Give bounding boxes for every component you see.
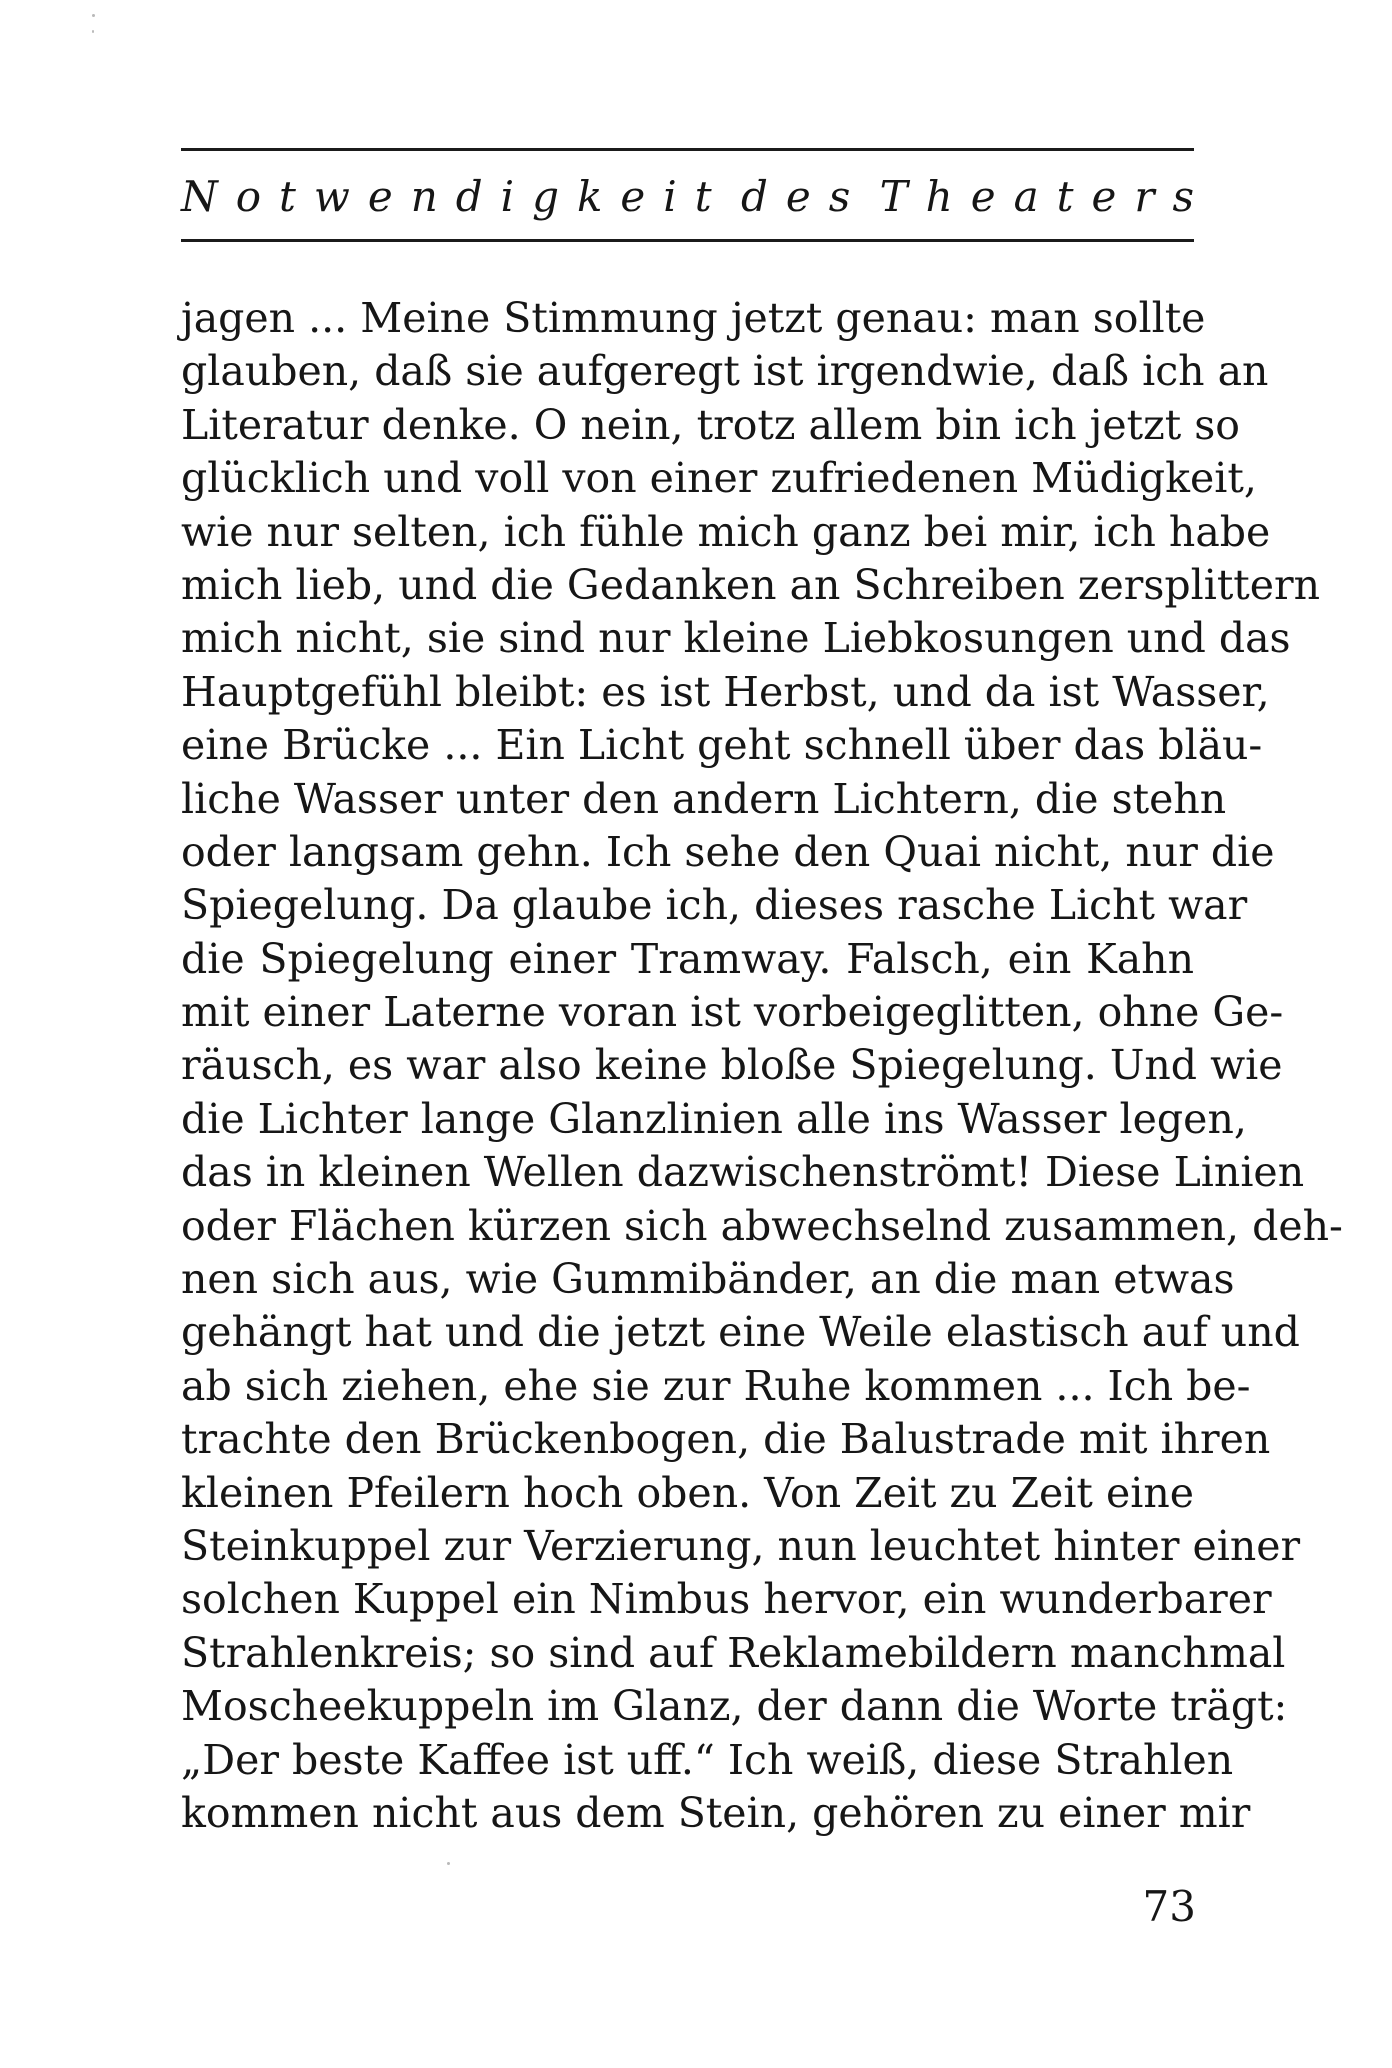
text-line: mich lieb, und die Gedanken an Schreiben zersplittern <box>181 560 1321 609</box>
paper-speck <box>447 1862 450 1865</box>
header-rule-bottom <box>181 239 1194 242</box>
text-line: Steinkuppel zur Verzierung, nun leuchtet hinter einer <box>181 1521 1301 1570</box>
text-line: liche Wasser unter den andern Lichtern, die stehn <box>181 774 1227 823</box>
text-line: kommen nicht aus dem Stein, gehören zu einer mir <box>181 1788 1251 1837</box>
text-line: gehängt hat und die jetzt eine Weile elastisch auf und <box>181 1308 1300 1357</box>
text-line: ab sich ziehen, ehe sie zur Ruhe kommen ... Ich be- <box>181 1361 1251 1410</box>
paper-speck <box>92 14 95 17</box>
text-line: mit einer Laterne voran ist vorbeigeglitten, ohne Ge- <box>181 988 1284 1037</box>
text-line: Literatur denke. O nein, trotz allem bin ich jetzt so <box>181 400 1240 449</box>
header-rule-top <box>181 148 1194 151</box>
running-head-right: Theaters <box>879 171 1212 221</box>
text-line: mich nicht, sie sind nur kleine Liebkosungen und das <box>181 614 1291 663</box>
text-line: „Der beste Kaffee ist uff.“ Ich weiß, diese Strahlen <box>181 1735 1234 1784</box>
text-line: die Lichter lange Glanzlinien alle ins Wasser legen, <box>181 1094 1247 1143</box>
text-line: eine Brücke ... Ein Licht geht schnell über das bläu- <box>181 721 1263 770</box>
text-line: das in kleinen Wellen dazwischenströmt! Diese Linien <box>181 1148 1305 1197</box>
running-head-left: Notwendigkeit <box>181 171 730 221</box>
text-line: glücklich und voll von einer zufriedenen Müdigkeit, <box>181 454 1257 503</box>
text-line: Hauptgefühl bleibt: es ist Herbst, und da ist Wasser, <box>181 667 1270 716</box>
text-line: Strahlenkreis; so sind auf Reklamebildern manchmal <box>181 1628 1286 1677</box>
text-line: nen sich aus, wie Gummibänder, an die man etwas <box>181 1255 1235 1304</box>
text-line: räusch, es war also keine bloße Spiegelung. Und wie <box>181 1041 1283 1090</box>
text-line: Spiegelung. Da glaube ich, dieses rasche Licht war <box>181 881 1248 930</box>
text-line: trachte den Brückenbogen, die Balustrade mit ihren <box>181 1415 1271 1464</box>
text-line: die Spiegelung einer Tramway. Falsch, ein Kahn <box>181 934 1194 983</box>
text-line: solchen Kuppel ein Nimbus hervor, ein wunderbarer <box>181 1575 1272 1624</box>
page-number: 73 <box>1142 1882 1196 1931</box>
text-line: jagen ... Meine Stimmung jetzt genau: man sollte <box>181 294 1206 342</box>
text-line: oder Flächen kürzen sich abwechselnd zusammen, deh- <box>181 1201 1343 1250</box>
body-text <box>181 292 1343 1840</box>
running-head <box>181 166 1212 226</box>
running-head-center: des <box>740 171 869 221</box>
text-line: oder langsam gehn. Ich sehe den Quai nicht, nur die <box>181 827 1275 876</box>
text-line: Moscheekuppeln im Glanz, der dann die Worte trägt: <box>181 1682 1288 1731</box>
text-line: wie nur selten, ich fühle mich ganz bei mir, ich habe <box>181 507 1271 556</box>
text-line: kleinen Pfeilern hoch oben. Von Zeit zu Zeit eine <box>181 1468 1194 1517</box>
paper-speck <box>92 30 94 33</box>
text-line: glauben, daß sie aufgeregt ist irgendwie, daß ich an <box>181 347 1269 396</box>
